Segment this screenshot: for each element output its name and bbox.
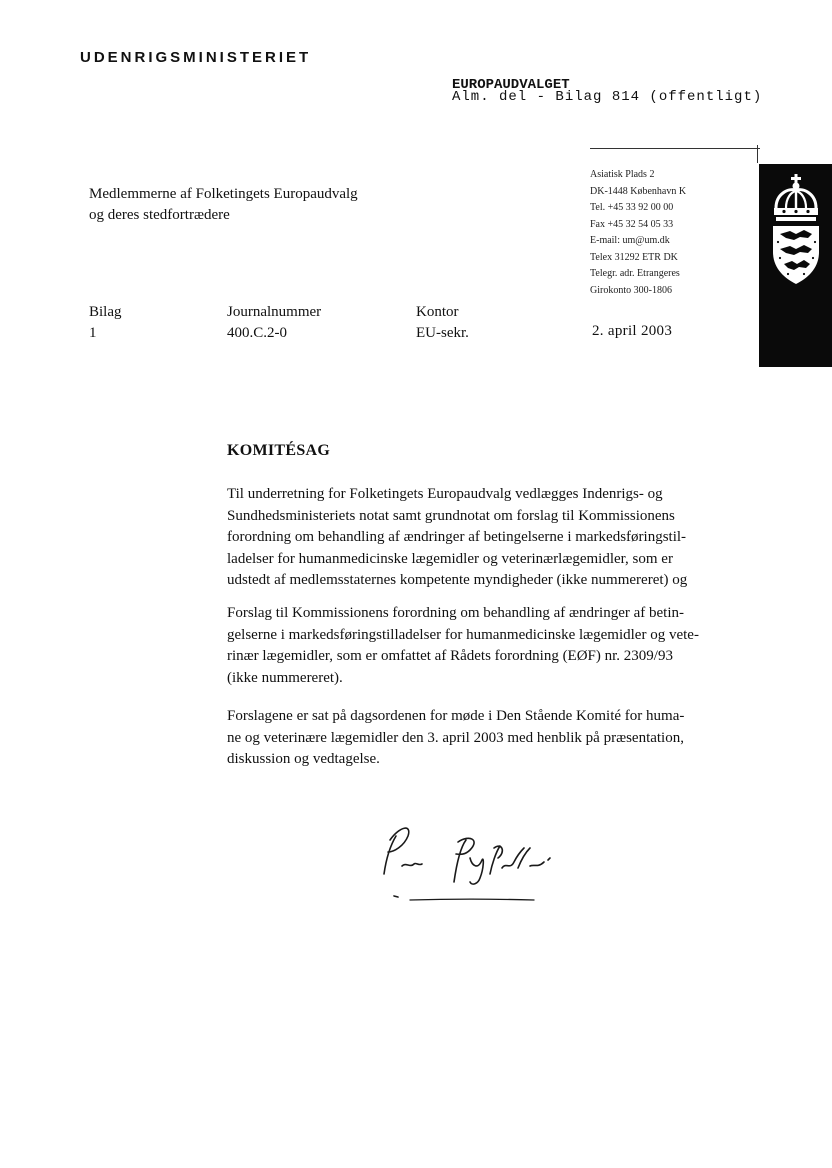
- address-line: DK-1448 København K: [590, 185, 687, 197]
- ministry-name: UDENRIGSMINISTERIET: [80, 49, 312, 66]
- address-line: Telegr. adr. Etrangeres: [590, 268, 680, 279]
- letter-heading: KOMITÉSAG: [227, 442, 331, 459]
- kontor-value: EU-sekr.: [416, 325, 469, 341]
- text-line: Til underretning for Folketingets Europaudvalg vedlægges Indenrigs- og: [227, 486, 663, 502]
- paragraph-1: [227, 484, 767, 592]
- text-line: Sundhedsministeriets notat samt grundnotat om forslag til Kommissionens: [227, 507, 675, 524]
- recipient-line: Medlemmerne af Folketingets Europaudvalg: [89, 186, 358, 202]
- paragraph-2: [227, 603, 767, 689]
- paragraph-3: [227, 706, 767, 771]
- text-line: (ikke nummereret).: [227, 669, 343, 686]
- recipient-line: og deres stedfortrædere: [89, 207, 230, 223]
- address-corner-rule: [757, 145, 758, 163]
- text-line: rinær lægemidler, som er omfattet af Rådets forordning (EØF) nr. 2309/93: [227, 648, 673, 664]
- meta-bilag: [89, 302, 122, 344]
- text-line: Forslagene er sat på dagsordenen for møde i Den Stående Komité for huma-: [227, 708, 685, 724]
- text-line: gelserne i markedsføringstilladelser for humanmedicinske lægemidler og vete-: [227, 626, 699, 643]
- address-line: E-mail: um@um.dk: [590, 235, 670, 246]
- committee-stamp: EUROPAUDVALGET: [452, 77, 570, 93]
- text-line: forordning om behandling af ændringer af betingelserne i markedsføringstil-: [227, 529, 687, 545]
- journal-label: Journalnummer: [227, 304, 322, 320]
- address-line: Tel. +45 33 92 00 00: [590, 202, 674, 213]
- address-line: Telex 31292 ETR DK: [590, 251, 678, 263]
- text-line: ladelser for humanmedicinske lægemidler og veterinærlægemidler, som er: [227, 550, 673, 567]
- meta-kontor: [416, 302, 469, 344]
- handwritten-signature: [366, 812, 576, 912]
- text-line: ne og veterinære lægemidler den 3. april 2003 med henblik på præsentation,: [227, 729, 684, 746]
- sender-address: [590, 167, 686, 299]
- bilag-label: Bilag: [89, 304, 122, 320]
- bilag-value: 1: [89, 325, 97, 341]
- letter-date: 2. april 2003: [592, 323, 673, 339]
- document-reference-stamp: Alm. del - Bilag 814 (offentligt): [452, 89, 763, 105]
- address-top-rule: [590, 148, 760, 149]
- text-line: Forslag til Kommissionens forordning om behandling af ændringer af betin-: [227, 605, 685, 621]
- royal-crest-icon: [768, 172, 824, 292]
- address-line: Girokonto 300-1806: [590, 284, 672, 296]
- address-line: Fax +45 32 54 05 33: [590, 218, 674, 230]
- meta-journal: [227, 302, 321, 344]
- text-line: udstedt af medlemsstaternes kompetente myndigheder (ikke nummereret) og: [227, 572, 688, 588]
- text-line: diskussion og vedtagelse.: [227, 751, 380, 767]
- journal-value: 400.C.2-0: [227, 325, 287, 341]
- address-line: Asiatisk Plads 2: [590, 169, 655, 180]
- recipient-block: [89, 184, 358, 226]
- kontor-label: Kontor: [416, 304, 459, 320]
